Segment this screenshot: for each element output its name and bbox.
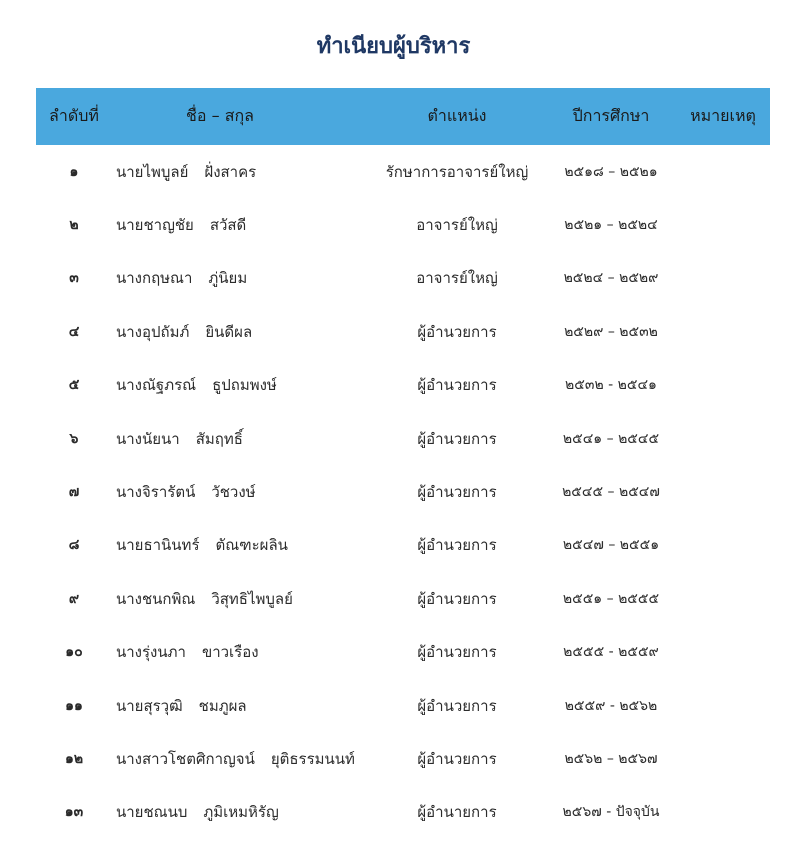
row-position: ผู้อำนวยการ <box>417 483 497 502</box>
first-name: นางชนกพิณ <box>116 589 196 608</box>
table-row <box>36 359 770 412</box>
first-name: นางรุ่งนภา <box>116 643 186 662</box>
last-name: ภูมิเหมหิรัญ <box>203 803 279 822</box>
row-position: ผู้อำนวยการ <box>417 429 497 448</box>
row-number: ๑๓ <box>64 804 84 821</box>
last-name: ชมภูผล <box>198 696 247 715</box>
table-row <box>36 626 770 679</box>
row-number: ๙ <box>68 590 80 607</box>
administrators-table <box>36 88 770 839</box>
last-name: ฝั่งสาคร <box>204 162 257 181</box>
last-name: วิสุทธิไพบูลย์ <box>211 589 293 608</box>
row-number: ๖ <box>69 430 79 447</box>
first-name: นางสาวโชตศิกาญจน์ <box>116 749 255 768</box>
first-name: นายไพบูลย์ <box>116 162 189 181</box>
row-name <box>112 266 368 290</box>
table-row <box>36 198 770 251</box>
row-position: ผู้อำนวยการ <box>417 376 497 395</box>
table-body <box>36 145 770 839</box>
row-number: ๔ <box>68 323 80 340</box>
row-years: ๒๕๑๘ – ๒๕๒๑ <box>564 163 658 180</box>
page-title: ทำเนียบผู้บริหาร <box>316 34 471 59</box>
row-years: ๒๕๖๗ - ปัจจุบัน <box>562 804 660 821</box>
row-years: ๒๕๔๗ – ๒๕๕๑ <box>562 537 660 554</box>
last-name: วัชวงษ์ <box>211 483 256 502</box>
row-number: ๒ <box>69 217 79 234</box>
row-name <box>112 213 368 237</box>
last-name: ตัณฑะผลิน <box>215 536 288 555</box>
row-position: ผู้อำนวยการ <box>417 322 497 341</box>
header-years: ปีการศึกษา <box>572 106 650 125</box>
table-row <box>36 252 770 305</box>
row-number: ๗ <box>68 484 80 501</box>
first-name: นายสุรวุฒิ <box>116 696 183 715</box>
last-name: ธูปถมพงษ์ <box>212 376 277 395</box>
table-row <box>36 732 770 785</box>
row-position: ผู้อำนวยการ <box>417 696 497 715</box>
first-name: นางณัฐภรณ์ <box>116 376 197 395</box>
last-name: ภู่นิยม <box>208 269 248 288</box>
row-position: ผู้อำนายการ <box>417 803 497 822</box>
table-row <box>36 305 770 358</box>
row-years: ๒๕๔๑ – ๒๕๔๕ <box>562 430 660 447</box>
table-row <box>36 572 770 625</box>
header-note: หมายเหตุ <box>690 106 756 125</box>
row-name <box>112 533 368 557</box>
row-name <box>112 427 368 451</box>
table-row <box>36 679 770 732</box>
row-position: อาจารย์ใหญ่ <box>416 216 498 235</box>
row-position: อาจารย์ใหญ่ <box>416 269 498 288</box>
row-number: ๕ <box>68 377 80 394</box>
header-name: ชื่อ – สกุล <box>186 106 254 125</box>
last-name: ขาวเรือง <box>201 643 259 662</box>
row-position: ผู้อำนวยการ <box>417 643 497 662</box>
header-position: ตำแหน่ง <box>427 106 487 125</box>
row-years: ๒๕๒๔ – ๒๕๒๙ <box>563 270 659 287</box>
first-name: นางจิรารัตน์ <box>116 483 196 502</box>
row-number: ๑๑ <box>65 697 83 714</box>
row-years: ๒๕๓๒ - ๒๕๔๑ <box>565 377 657 394</box>
last-name: ยินดีผล <box>205 322 253 341</box>
table-row <box>36 519 770 572</box>
first-name: นายธานินทร์ <box>116 536 200 555</box>
first-name: นายชาญชัย <box>116 216 194 235</box>
last-name: สวัสดี <box>209 216 247 235</box>
row-position: รักษาการอาจารย์ใหญ่ <box>385 162 529 181</box>
table-row <box>36 412 770 465</box>
row-position: ผู้อำนวยการ <box>417 589 497 608</box>
row-number: ๘ <box>68 537 80 554</box>
row-years: ๒๕๒๑ – ๒๕๒๔ <box>564 217 658 234</box>
row-years: ๒๕๕๑ – ๒๕๕๕ <box>562 590 660 607</box>
row-name <box>112 320 368 344</box>
first-name: นางอุปถัมภ์ <box>116 322 190 341</box>
table-row <box>36 786 770 839</box>
row-years: ๒๕๔๕ – ๒๕๔๗ <box>562 484 660 501</box>
table-row <box>36 145 770 198</box>
row-years: ๒๕๖๒ – ๒๕๖๗ <box>564 750 658 767</box>
last-name: สัมฤทธิ์ <box>195 429 243 448</box>
row-years: ๒๕๒๙ – ๒๕๓๒ <box>564 323 658 340</box>
row-position: ผู้อำนวยการ <box>417 749 497 768</box>
first-name: นางกฤษณา <box>116 269 193 288</box>
row-name <box>112 373 368 397</box>
row-years: ๒๕๕๕ - ๒๕๕๙ <box>563 644 659 661</box>
last-name: ยุติธรรมนนท์ <box>270 749 355 768</box>
row-name <box>112 800 368 824</box>
row-name <box>112 694 368 718</box>
row-name <box>112 160 368 184</box>
row-number: ๑ <box>69 163 79 180</box>
row-number: ๑๐ <box>65 644 83 661</box>
row-name <box>112 747 368 771</box>
row-years: ๒๕๕๙ - ๒๕๖๒ <box>564 697 658 714</box>
header-no: ลำดับที่ <box>49 106 99 125</box>
table-row <box>36 465 770 518</box>
first-name: นางนัยนา <box>116 429 180 448</box>
row-position: ผู้อำนวยการ <box>417 536 497 555</box>
row-name <box>112 640 368 664</box>
row-name <box>112 480 368 504</box>
table-header <box>36 88 770 145</box>
row-name <box>112 587 368 611</box>
row-number: ๑๒ <box>64 750 84 767</box>
first-name: นายชณนบ <box>116 803 188 822</box>
row-number: ๓ <box>69 270 79 287</box>
